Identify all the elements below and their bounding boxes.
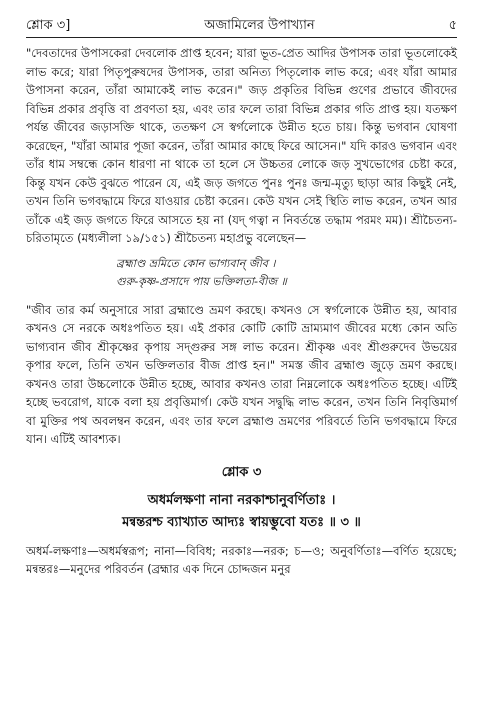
quoted-verse [116,255,457,291]
page-header [26,16,457,37]
header-chapter-title: অজামিলের উপাখ্যান [204,18,315,33]
page-body [26,44,457,579]
header-verse-ref: শ্লোক ৩] [26,18,71,33]
quoted-verse-line-1: ব্রহ্মাণ্ড ভ্রমিতে কোন ভাগ্যবান্ জীব । [116,256,276,270]
word-synonyms: অধর্ম-লক্ষণাঃ—অধর্মস্বরূপ; নানা—বিবিধ; নরকাঃ—নরক; চ—ও; অনুবর্ণিতাঃ—বর্ণিত হয়েছে; মন্বন্তরঃ—মনুদের পরিবর্তন (ব্রহ্মার এক দিনে চোদ্দজন মনুর [26,543,457,576]
verse-line-1: অধর্মলক্ষণা নানা নরকাশ্চানুবর্ণিতাঃ । [147,492,336,508]
purport-paragraph-2: "জীব তার কর্ম অনুসারে সারা ব্রহ্মাণ্ডে ভ্রমণ করছে। কখনও সে স্বর্গলোকে উন্নীত হয়, আবার কখনও সে নরকে অধঃপতিত হয়। এই প্রকার কোটি কোটি ভ্রাম্যমাণ জীবের মধ্যে কোন অতি ভাগ্যবান জীব শ্রীকৃষ্ণের কৃপায় সদ্গুরুর সঙ্গ লাভ করেন। শ্রীকৃষ্ণ এবং শ্রীগুরুদেব উভয়ের কৃপার ফলে, তিনি তখন ভক্তিলতার বীজ প্রাপ্ত হন।" সমস্ত জীব ব্রহ্মাণ্ড জুড়ে ভ্রমণ করছে। কখনও তারা উচ্চলোকে উন্নীত হচ্ছে, আবার কখনও তারা নিম্নলোকে অধঃপতিত হচ্ছে। এটিই হচ্ছে ভবরোগ, যাকে বলা হয় প্রবৃত্তিমার্গ। কেউ যখন সদ্বুদ্ধি লাভ করেন, তখন তিনি নিবৃত্তিমার্গ বা মুক্তির পথ অবলম্বন করেন, এবং তার ফলে ব্রহ্মাণ্ড ভ্রমণের পরিবর্তে তিনি ভগবদ্ধামে ফিরে যান। এটিই আবশ্যক। [26,302,457,446]
page-number: ৫ [448,18,457,33]
verse-line-2: মন্বন্তরশ্চ ব্যাখ্যাত আদ্যঃ স্বায়ম্ভুবো যতঃ ॥ ৩ ॥ [122,514,361,530]
sanskrit-verse [26,490,457,534]
header-rule [26,37,457,38]
quoted-verse-line-2: গুরু-কৃষ্ণ-প্রসাদে পায় ভক্তিলতা-বীজ ॥ [116,274,287,288]
purport-paragraph-1: "দেবতাদের উপাসকেরা দেবলোক প্রাপ্ত হবেন; যারা ভূত-প্রেত আদির উপাসক তারা ভূতলোকেই লাভ করে; যারা পিতৃপুরুষদের উপাসক, তারা অনিত্য পিতৃলোক লাভ করে; এবং যাঁরা আমার উপাসনা করেন, তাঁরা আমাকেই লাভ করেন।" জড় প্রকৃতির বিভিন্ন গুণের প্রভাবে জীবদের বিভিন্ন প্রকার প্রবৃত্তি বা প্রবণতা হয়, এবং তার ফলে তারা বিভিন্ন প্রকার গতি প্রাপ্ত হয়। যতক্ষণ পর্যন্ত জীবের জড়াসক্তি থাকে, ততক্ষণ সে স্বর্গলোকে উন্নীত হতে চায়। কিন্তু ভগবান ঘোষণা করেছেন, "যাঁরা আমার পূজা করেন, তাঁরা আমার কাছে ফিরে আসেন।" যদি কারও ভগবান এবং তাঁর ধাম সম্বন্ধে কোন ধারণা না থাকে তা হলে সে উচ্চতর লোকে জড় সুখভোগের চেষ্টা করে, কিন্তু যখন কেউ বুঝতে পারেন যে, এই জড় জগতে পুনঃ পুনঃ জন্ম-মৃত্যু ছাড়া আর কিছুই নেই, তখন তিনি ভগবদ্ধামে ফিরে যাওয়ার চেষ্টা করেন। কেউ যখন সেই স্থিতি লাভ করেন, তখন আর তাঁকে এই জড় জগতে ফিরে আসতে হয় না (যদ্ গত্বা ন নিবর্তন্তে তদ্ধাম পরমং মম)। শ্রীচৈতন্য-চরিতামৃতে (মধ্যলীলা ১৯/১৫১) শ্রীচৈতন্য মহাপ্রভু বলেছেন— [26,46,457,245]
verse-heading: শ্লোক ৩ [221,464,262,480]
